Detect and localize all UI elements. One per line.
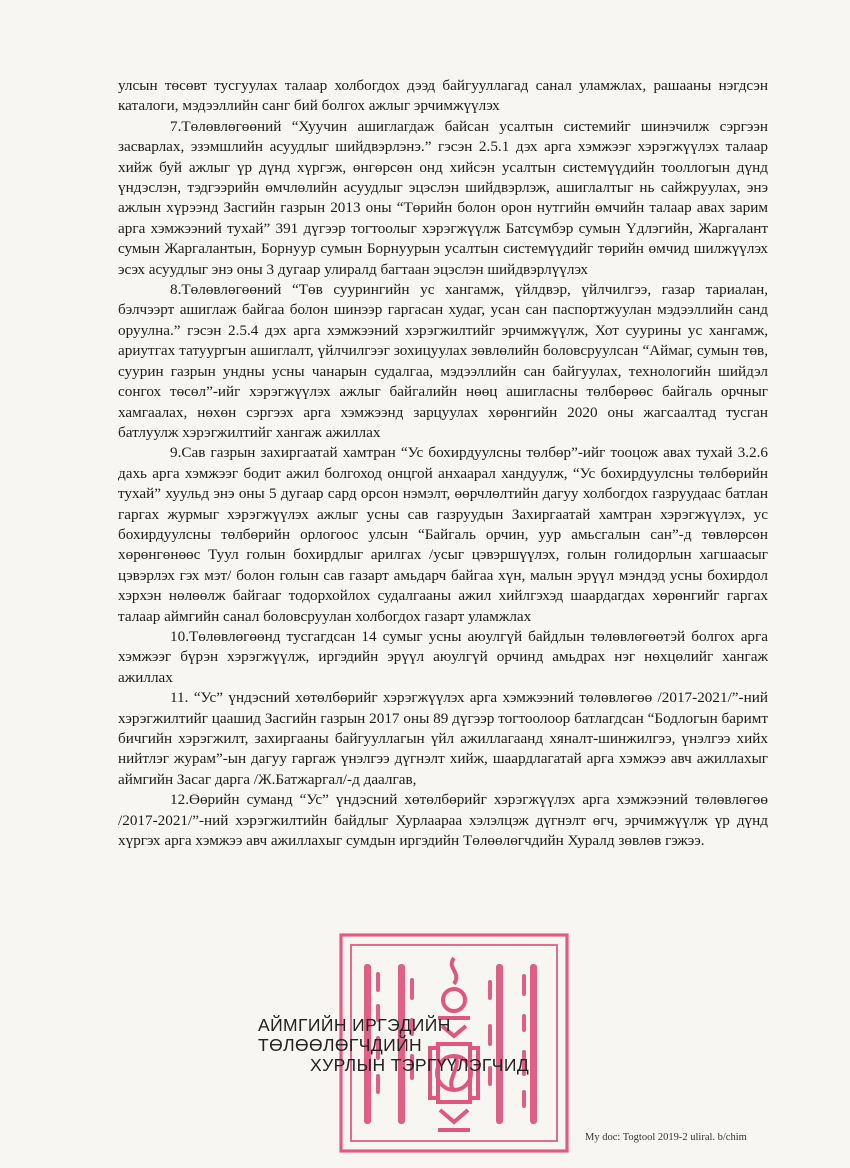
paragraph-item-11: 11. “Ус” үндэсний хөтөлбөрийг хэрэгжүүлэх арга хэмжээний төлөвлөгөө /2017-2021/”-ний хэрэгжилтийг цаашид Засгийн газрын 2017 оны 89 дүгээр тогтоолоор батлагдсан “Бодлогын баримт бичгийн хэрэгжилт, захиргааны байгууллагын үйл ажиллагаанд хяналт-шинжилгээ, үнэлгээ хийх нийтлэг журам”-ын дагуу гаргаж үнэлгээ дүгнэлт хийж, шаардлагатай арга хэмжээ авч ажиллахыг аймгийн Засаг дарга /Ж.Батжаргал/-д даалгав, bbox=[118, 689, 768, 788]
paragraph-continuation: улсын төсөвт тусгуулах талаар холбогдох дээд байгууллагад санал уламжлах, рашааны нэгдсэн каталоги, мэдээллийн санг бий болгох ажлыг эрчимжүүлэх bbox=[118, 77, 768, 115]
document-footer-reference: My doc: Togtool 2019-2 uliral. b/chim bbox=[585, 1132, 747, 1143]
document-body bbox=[118, 76, 768, 851]
paragraph-item-12: 12.Өөрийн суманд “Ус” үндэсний хөтөлбөрийг хэрэгжүүлэх арга хэмжээний төлөвлөгөө /2017-2021/”-ний хэрэгжилтийн байдлыг Хурлаараа хэлэлцэж дүгнэлт өгч, эрчимжүүлж үр дүнд хүргэх арга хэмжээ авч ажиллахыг сумдын иргэдийн Төлөөлөгчдийн Хуралд зөвлөв гэжээ. bbox=[118, 791, 768, 850]
paragraph-item-8: 8.Төлөвлөгөөний “Төв суурингийн ус хангамж, үйлдвэр, үйлчилгээ, газар тариалан, бэлчээрт ашиглаж байгаа болон шинээр гаргасан худаг, усан сан паспортжуулан мэдээллийн санд оруулна.” гэсэн 2.5.4 дэх арга хэмжээний хэрэгжилтийг эрчимжүүлж, Хот суурины ус хангамж, ариутгах татуургын ашиглалт, үйлчилгээг зохицуулах зөвлөлийн боловсруулсан “Аймаг, сумын төв, суурин газрын ундны усны чанарын судалгаа, мэдээллийн сан байгуулах, технологийн шийдэл сонгох төсөл”-ийг хэрэгжүүлэх ажлыг байгалийн нөөц ашигласны төлбөрөөс байгаль орчныг хамгаалах, нөхөн сэргээх арга хэмжээнд зарцуулах хөрөнгийн 2020 оны жагсаалтад тусган батлуулж хэрэгжилтийг хангаж ажиллах bbox=[118, 281, 768, 441]
signature-line-1: АЙМГИЙН ИРГЭДИЙН ТӨЛӨӨЛӨГЧДИЙН bbox=[258, 1015, 451, 1055]
paragraph-item-10: 10.Төлөвлөгөөнд тусгагдсан 14 сумыг усны аюулгүй байдлын төлөвлөгөөтэй болгох арга хэмжээг бүрэн хэрэгжүүлж, иргэдийн эрүүл аюулгүй орчинд амьдрах нэг нөхцөлийг хангаж ажиллах bbox=[118, 627, 768, 686]
paragraph-item-9: 9.Сав газрын захиргаатай хамтран “Ус бохирдуулсны төлбөр”-ийг тооцож авах тухай 3.2.6 дахь арга хэмжээг бодит ажил болгоход онцгой анхаарал хандуулж, “Ус бохирдуулсны төлбөрийн тухай” хуульд энэ оны 5 дугаар сард орсон нэмэлт, өөрчлөлтийн дагуу холбогдох газруудаас батлан гаргах журмыг хэрэгжүүлэх ажлыг усны сав газруудын Захиргаатай хамтран хэрэгжүүлэх, ус бохирдуулсны төлбөрийн орлогоос улсын “Байгаль орчин, уур амьсгалын сан”-д төвлөрсөн хөрөнгөнөөс Туул голын бохирдлыг арилгах /усыг цэвэршүүлэх, голын голидорлын хагшаасыг цэвэрлэх гэх мэт/ болон голын сав газарт амьдарч байгаа хүн, малын эрүүл мэндэд усны бохирдол хэрхэн нөлөөлж байгааг тодорхойлох судалгааны ажил хийлгэхэд шаардагдах хөрөнгийг гаргах талаар аймгийн санал боловсруулан холбогдох газарт уламжлах bbox=[118, 444, 768, 625]
signature-block bbox=[258, 1015, 618, 1075]
signature-line-2: ХУРЛЫН ТЭРГҮҮЛЭГЧИД bbox=[310, 1055, 530, 1075]
paragraph-item-7: 7.Төлөвлөгөөний “Хуучин ашиглагдаж байсан усалтын системийг шинэчилж сэргээн засварлах, эзэмшлийн асуудлыг шийдвэрлэнэ.” гэсэн 2.5.1 дэх арга хэмжээг хэрэгжүүлэх талаар хийж буй ажлыг үр дүнд хүргэж, өнгөрсөн онд хийсэн усалтын системүүдийн тооллогын дүнд үндэслэн, тэдгээрийн өмчлөлийн асуудлыг эцэслэн шийдвэрлэж, ашиглалтыг нь сайжруулах, энэ ажлын хүрээнд Засгийн газрын 2013 оны “Төрийн болон орон нутгийн өмчийн талаар авах зарим арга хэмжээний тухай” 391 дүгээр тогтоолыг хэрэгжүүлж Батсүмбэр сумын Үдлэгийн, Жаргалант сумын Жаргалантын, Борнуур сумын Борнуурын усалтын системүүдийг төрийн өмчид шилжүүлэх эсэх асуудлыг энэ оны 3 дугаар улиралд багтаан эцэслэн шийдвэрлүүлэх bbox=[118, 117, 768, 278]
